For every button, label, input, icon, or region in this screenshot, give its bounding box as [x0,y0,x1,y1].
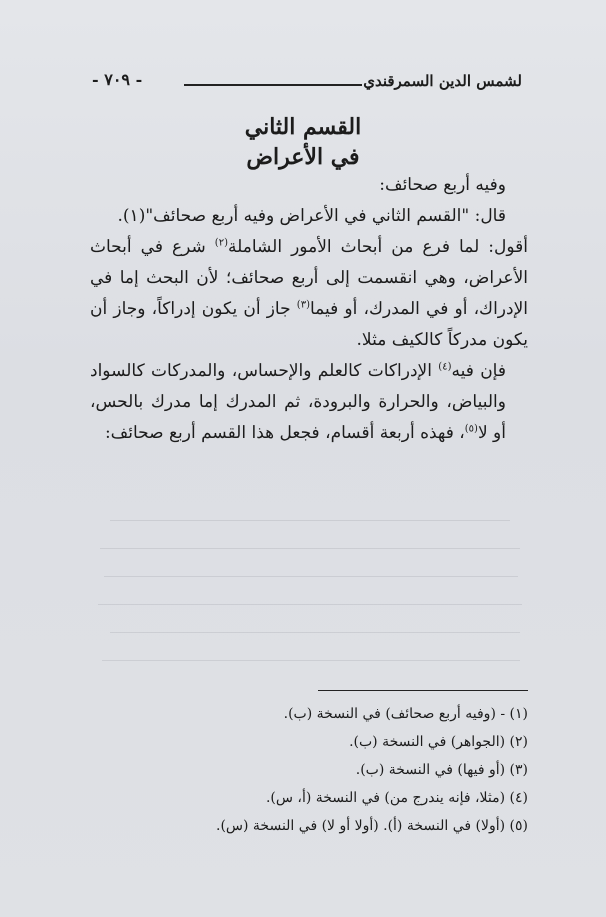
page-number: - ٧٠٩ - [92,70,143,89]
bleed-through-line [104,576,518,577]
footnotes [90,700,528,840]
section-title: القسم الثاني [244,114,362,140]
footnote: (٤) (مثلا، فإنه يندرج من) في النسخة (أ، س). [265,790,528,806]
footnote: (٥) (أولا) في النسخة (أ). (أولا أو لا) في النسخة (س). [216,818,528,834]
paragraph: فإن فيه$^{(٤)}$ الإدراكات كالعلم والإحساس، والمدركات كالسواد والبياض، والحرارة والبرودة، ثم المدرك إما مدرك بالحس، أو لا$^{(٥)}$، فهذه أربعة أقسام، فجعل هذا القسم أربع صحائف: [90,361,506,443]
paragraph: قال: "القسم الثاني في الأعراض وفيه أربع صحائف"(١). [117,206,506,226]
running-header [92,66,522,100]
footnote-ref: (٤) [438,361,452,373]
section-heading [0,112,606,172]
bleed-through-line [102,660,520,661]
main-text [90,170,528,449]
bleed-through-line [110,520,510,521]
footnote-ref: (٢) [214,237,228,249]
footnote: (١) - (وفيه أربع صحائف) في النسخة (ب). [283,706,528,722]
footnote: (٣) (أو فيها) في النسخة (ب). [355,762,528,778]
footnote-ref: (٥) [464,423,478,435]
bleed-through-line [100,548,520,549]
paragraph: وفيه أربع صحائف: [379,175,506,195]
footnote-ref: (٣) [296,299,310,311]
book-title: لشمس الدين السمرقندي [363,72,522,90]
footnote-rule [318,690,528,691]
footnote: (٢) (الجواهر) في النسخة (ب). [349,734,528,750]
paragraph: أقول: لما فرع من أبحاث الأمور الشاملة$^{(٢)}$ شرع في أبحاث الأعراض، وهي انقسمت إلى أربع صحائف؛ لأن البحث إما في الإدراك، أو في المدرك، أو فيما$^{(٣)}$ جاز أن يكون إدراكاً، وجاز أن يكون مدركاً كالكيف مثلا. [90,237,528,350]
section-subtitle: في الأعراض [246,144,360,170]
bleed-through-line [110,632,520,633]
bleed-through-line [98,604,522,605]
header-rule [184,84,362,86]
